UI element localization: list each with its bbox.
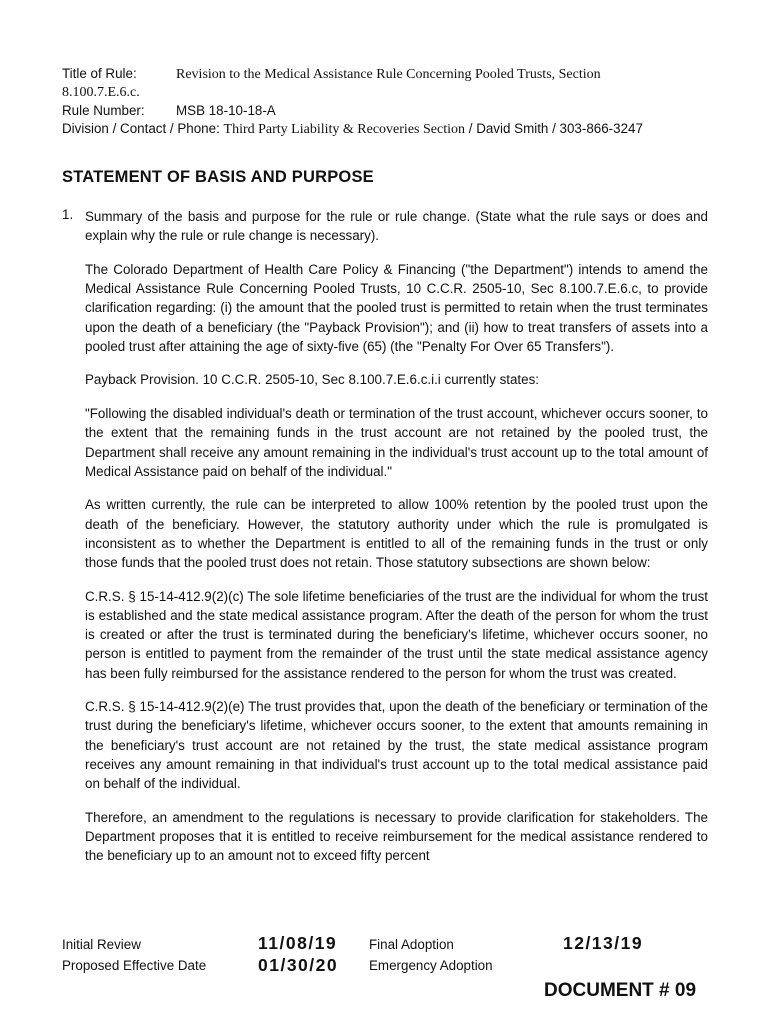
final-adoption-date: 12/13/19 — [563, 933, 644, 953]
body-paragraph: Payback Provision. 10 C.C.R. 2505-10, Sec 8.100.7.E.6.c.i.i currently states: — [85, 372, 540, 388]
document-number: DOCUMENT # 09 — [544, 980, 697, 1001]
title-continuation: 8.100.7.E.6.c. — [62, 85, 140, 100]
summary-prompt: Summary of the basis and purpose for the rule or rule change. (State what the rule says or does and explain why the rule or rule change is necessary). — [85, 209, 708, 244]
section-heading: STATEMENT OF BASIS AND PURPOSE — [62, 168, 374, 186]
rule-number-label: Rule Number: — [62, 103, 145, 118]
rule-title-line — [62, 64, 722, 84]
initial-review-date: 11/08/19 — [258, 933, 338, 953]
rule-number-line — [62, 101, 722, 120]
body-paragraph: "Following the disabled individual's death or termination of the trust account, whichever occurs sooner, to the extent that the remaining funds in the trust account are not retained by the pooled trust, the Department shall receive any amount remaining in the individual's trust account up to the total amount of Medical Assistance paid on behalf of the individual." — [85, 406, 708, 479]
item-number: 1. — [62, 207, 74, 222]
body-paragraph: Therefore, an amendment to the regulations is necessary to provide clarification for stakeholders. The Department proposes that it is entitled to receive reimbursement for the medical assistance rendered to the beneficiary up to an amount not to exceed fifty percent — [85, 809, 708, 864]
emergency-adoption-label: Emergency Adoption — [369, 958, 493, 973]
title-value: Revision to the Medical Assistance Rule Concerning Pooled Trusts, Section — [176, 67, 601, 82]
division-label: Division / Contact / Phone: — [62, 121, 220, 136]
final-adoption-label: Final Adoption — [369, 937, 454, 952]
body-paragraph: As written currently, the rule can be interpreted to allow 100% retention by the pooled trust upon the death of the beneficiary. However, the statutory authority under which the rule is promulgated is inconsistent as to whether the Department is entitled to all of the remaining funds in the trust or only those funds that the pooled trust does not retain. Those statutory subsections are shown below: — [85, 497, 708, 571]
proposed-effective-label: Proposed Effective Date — [62, 958, 207, 973]
item-body — [85, 207, 708, 880]
initial-review-label: Initial Review — [62, 937, 141, 952]
contact-value: David Smith / 303-866-3247 — [476, 121, 643, 136]
title-label: Title of Rule: — [62, 66, 137, 81]
proposed-effective-date: 01/30/20 — [258, 955, 339, 975]
body-paragraph: C.R.S. § 15-14-412.9(2)(c) The sole lifetime beneficiaries of the trust are the individual for whom the trust is established and the state medical assistance program. After the death of the person for whom the trust is created or after the trust is terminated during the beneficiary's lifetime, whichever occurs sooner, no person is entitled to payment from the remainder of the trust until the state medical assistance agency has been fully reimbursed for the assistance rendered to the person for whom the trust was created. — [85, 588, 708, 681]
division-separator: / — [468, 121, 473, 136]
body-paragraph: The Colorado Department of Health Care Policy & Financing ("the Department") intends to amend the Medical Assistance Rule Concerning Pooled Trusts, 10 C.C.R. 2505-10, Sec 8.100.7.E.6.c, to provide clarification regarding: (i) the amount that the pooled trust is permitted to retain when the trust terminates upon the death of a beneficiary (the "Payback Provision"); and (ii) how to treat transfers of assets into a pooled trust after attaining the age of sixty-five (65) (the "Penalty For Over 65 Transfers"). — [85, 261, 708, 354]
rule-number-value: MSB 18-10-18-A — [176, 103, 276, 118]
division-value: Third Party Liability & Recoveries Section — [223, 122, 465, 137]
body-paragraph: C.R.S. § 15-14-412.9(2)(e) The trust provides that, upon the death of the beneficiary or termination of the trust during the beneficiary's lifetime, whichever occurs sooner, to the extent that amounts remaining in the beneficiary's trust account are not retained by the trust, the state medical assistance program receives any amount remaining in that individual's trust account up to the total medical assistance paid on behalf of the individual. — [85, 699, 708, 792]
division-contact-line — [62, 119, 722, 139]
